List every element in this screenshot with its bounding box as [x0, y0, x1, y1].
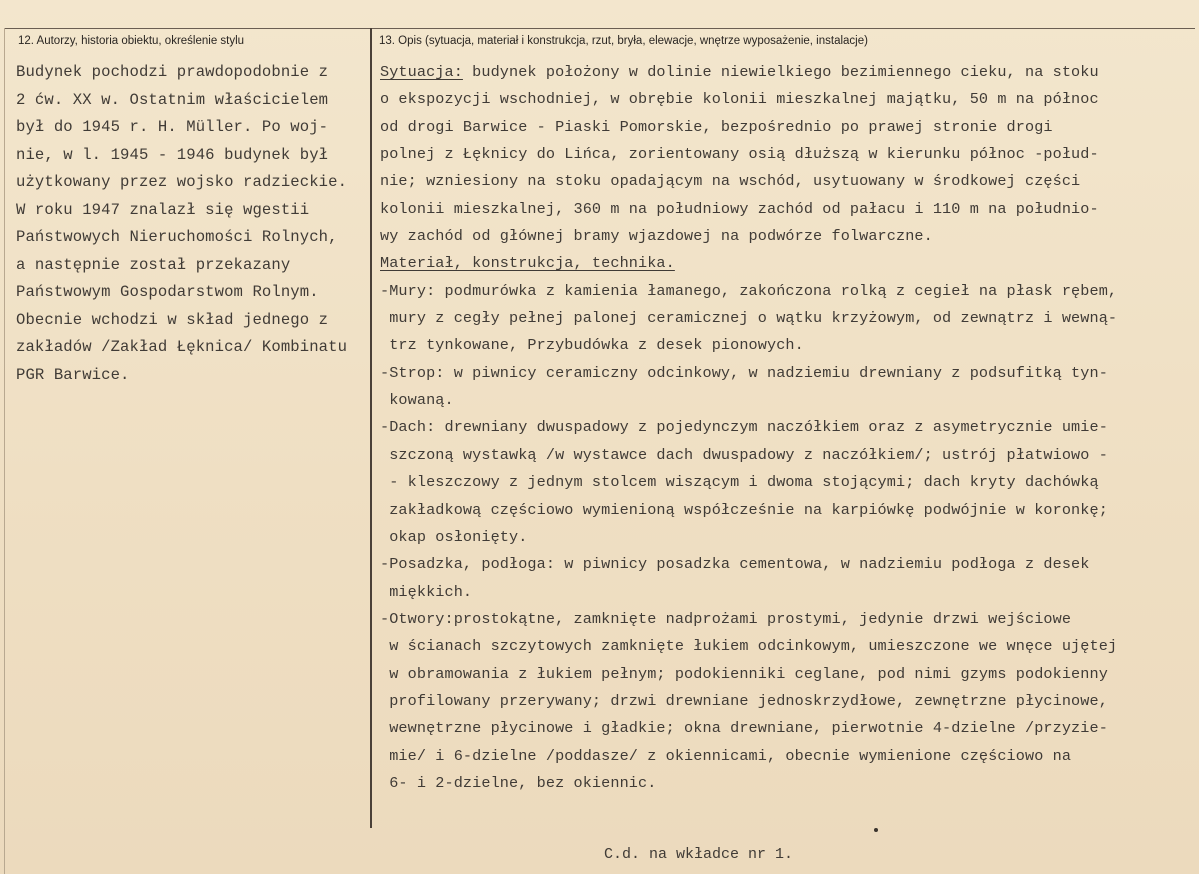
description-text-line [380, 250, 1192, 277]
description-text-line [380, 688, 1192, 715]
history-text-line: PGR Barwice. [16, 365, 130, 384]
description-text-line [380, 497, 1192, 524]
line-text: -Mury: podmurówka z kamienia łamanego, zakończona rolką z cegieł na płask rębem, [380, 281, 1118, 300]
line-text: polnej z Łęknicy do Lińca, zorientowany osią dłuższą w kierunku północ -połud- [380, 145, 1099, 164]
description-text-line [380, 332, 1192, 359]
line-text: w obramowania z łukiem pełnym; podokienniki ceglane, pod nimi gzyms podokienny [380, 664, 1108, 683]
history-text-line: Państwowym Gospodarstwom Rolnym. [16, 283, 319, 301]
line-text: wy zachód od głównej bramy wjazdowej na podwórze folwarczne. [380, 227, 933, 246]
line-text: miękkich. [380, 582, 473, 601]
line-text: wewnętrzne płycinowe i gładkie; okna drewniane, pierwotnie 4-dzielne /przyzie- [380, 719, 1108, 738]
subsection-heading: Sytuacja: [380, 63, 463, 81]
description-text-line [380, 414, 1192, 441]
line-text: trz tynkowane, Przybudówka z desek pionowych. [380, 336, 804, 355]
description-text-line [380, 633, 1192, 660]
description-text-line [380, 305, 1192, 332]
line-text: w ścianach szczytowych zamknięte łukiem odcinkowym, umieszczone we wnęce ujętej [380, 637, 1118, 656]
description-text-line [380, 141, 1192, 168]
line-text: profilowany przerywany; drzwi drewniane jednoskrzydłowe, zewnętrzne płycinowe, [380, 691, 1108, 710]
description-text-line [380, 715, 1192, 742]
description-text-line [380, 743, 1192, 770]
line-text: od drogi Barwice - Piaski Pomorskie, bezpośrednio po prawej stronie drogi [380, 117, 1053, 136]
subsection-heading: Materiał, konstrukcja, technika. [380, 254, 675, 273]
description-text-line [380, 59, 1192, 86]
history-text-line: 2 ćw. XX w. Ostatnim właścicielem [16, 90, 329, 109]
line-text: -Dach: drewniany dwuspadowy z pojedynczym naczółkiem oraz z asymetrycznie umie- [380, 418, 1108, 437]
description-column [380, 59, 1192, 797]
line-text: szczoną wystawką /w wystawce dach dwuspadowy z naczółkiem/; ustrój płatwiowo - [380, 445, 1108, 464]
section-12-header: 12. Autorzy, historia obiektu, określenie stylu [18, 35, 245, 47]
description-text-line [380, 360, 1192, 387]
description-text-line [380, 168, 1192, 195]
continuation-note: C.d. na wkładce nr 1. [604, 846, 794, 863]
description-text-line [380, 86, 1192, 113]
history-text-line: Budynek pochodzi prawdopodobnie z [16, 63, 329, 81]
description-text-line [380, 114, 1192, 141]
history-text-line: nie, w l. 1945 - 1946 budynek był [16, 145, 329, 164]
history-column [16, 59, 366, 389]
line-text: 6- i 2-dzielne, bez okiennic. [380, 773, 657, 792]
top-rule [4, 28, 1195, 29]
history-text-line: a następnie został przekazany [16, 255, 291, 274]
left-edge-rule [4, 28, 5, 874]
line-text: kowaną. [380, 391, 454, 410]
description-text-line [380, 579, 1192, 606]
history-text-line: zakładów /Zakład Łęknica/ Kombinatu [16, 338, 348, 356]
description-text-line [380, 524, 1192, 551]
description-text-line [380, 223, 1192, 250]
history-text-line: był do 1945 r. H. Müller. Po woj- [16, 118, 329, 136]
line-text: -Posadzka, podłoga: w piwnicy posadzka cementowa, w nadziemiu podłoga z desek [380, 555, 1090, 574]
description-text-line [380, 469, 1192, 496]
section-13-header: 13. Opis (sytuacja, materiał i konstrukcja, rzut, bryła, elewacje, wnętrze wyposażenie, instalacje) [379, 35, 868, 47]
description-text-line [380, 196, 1192, 223]
description-text-line [380, 606, 1192, 633]
history-text-line: Obecnie wchodzi w skład jednego z [16, 310, 329, 329]
description-text-line [380, 387, 1192, 414]
line-text: okap osłonięty. [380, 527, 528, 546]
history-text-line: Państwowych Nieruchomości Rolnych, [16, 228, 338, 246]
history-text-line: użytkowany przez wojsko radzieckie. [16, 173, 348, 191]
description-text-line [380, 442, 1192, 469]
line-text: zakładkową częściowo wymienioną współcześnie na karpiówkę podwójnie w koronkę; [380, 500, 1108, 519]
line-text: - kleszczowy z jednym stolcem wiszącym i dwoma stojącymi; dach kryty dachówką [380, 473, 1099, 492]
description-text-line [380, 770, 1192, 797]
line-text: kolonii mieszkalnej, 360 m na południowy zachód od pałacu i 110 m na południo- [380, 199, 1099, 218]
line-text: budynek położony w dolinie niewielkiego bezimiennego cieku, na stoku [462, 63, 1099, 81]
line-text: o ekspozycji wschodniej, w obrębie kolonii mieszkalnej majątku, 50 m na północ [380, 90, 1099, 109]
description-text-line [380, 661, 1192, 688]
line-text: -Otwory:prostokątne, zamknięte nadprożami prostymi, jedynie drzwi wejściowe [380, 609, 1072, 628]
description-text-line [380, 551, 1192, 578]
line-text: nie; wzniesiony na stoku opadającym na wschód, usytuowany w środkowej części [380, 172, 1081, 191]
line-text: mie/ i 6-dzielne /poddasze/ z okiennicami, obecnie wymienione częściowo na [380, 746, 1072, 765]
history-text-line: W roku 1947 znalazł się wgestii [16, 200, 310, 219]
description-text-line [380, 278, 1192, 305]
column-divider [370, 28, 372, 828]
ink-dot [874, 828, 878, 832]
line-text: mury z cegły pełnej palonej ceramicznej o wątku krzyżowym, od zewnątrz i wewną- [380, 309, 1118, 328]
line-text: -Strop: w piwnicy ceramiczny odcinkowy, w nadziemiu drewniany z podsufitką tyn- [380, 363, 1108, 382]
